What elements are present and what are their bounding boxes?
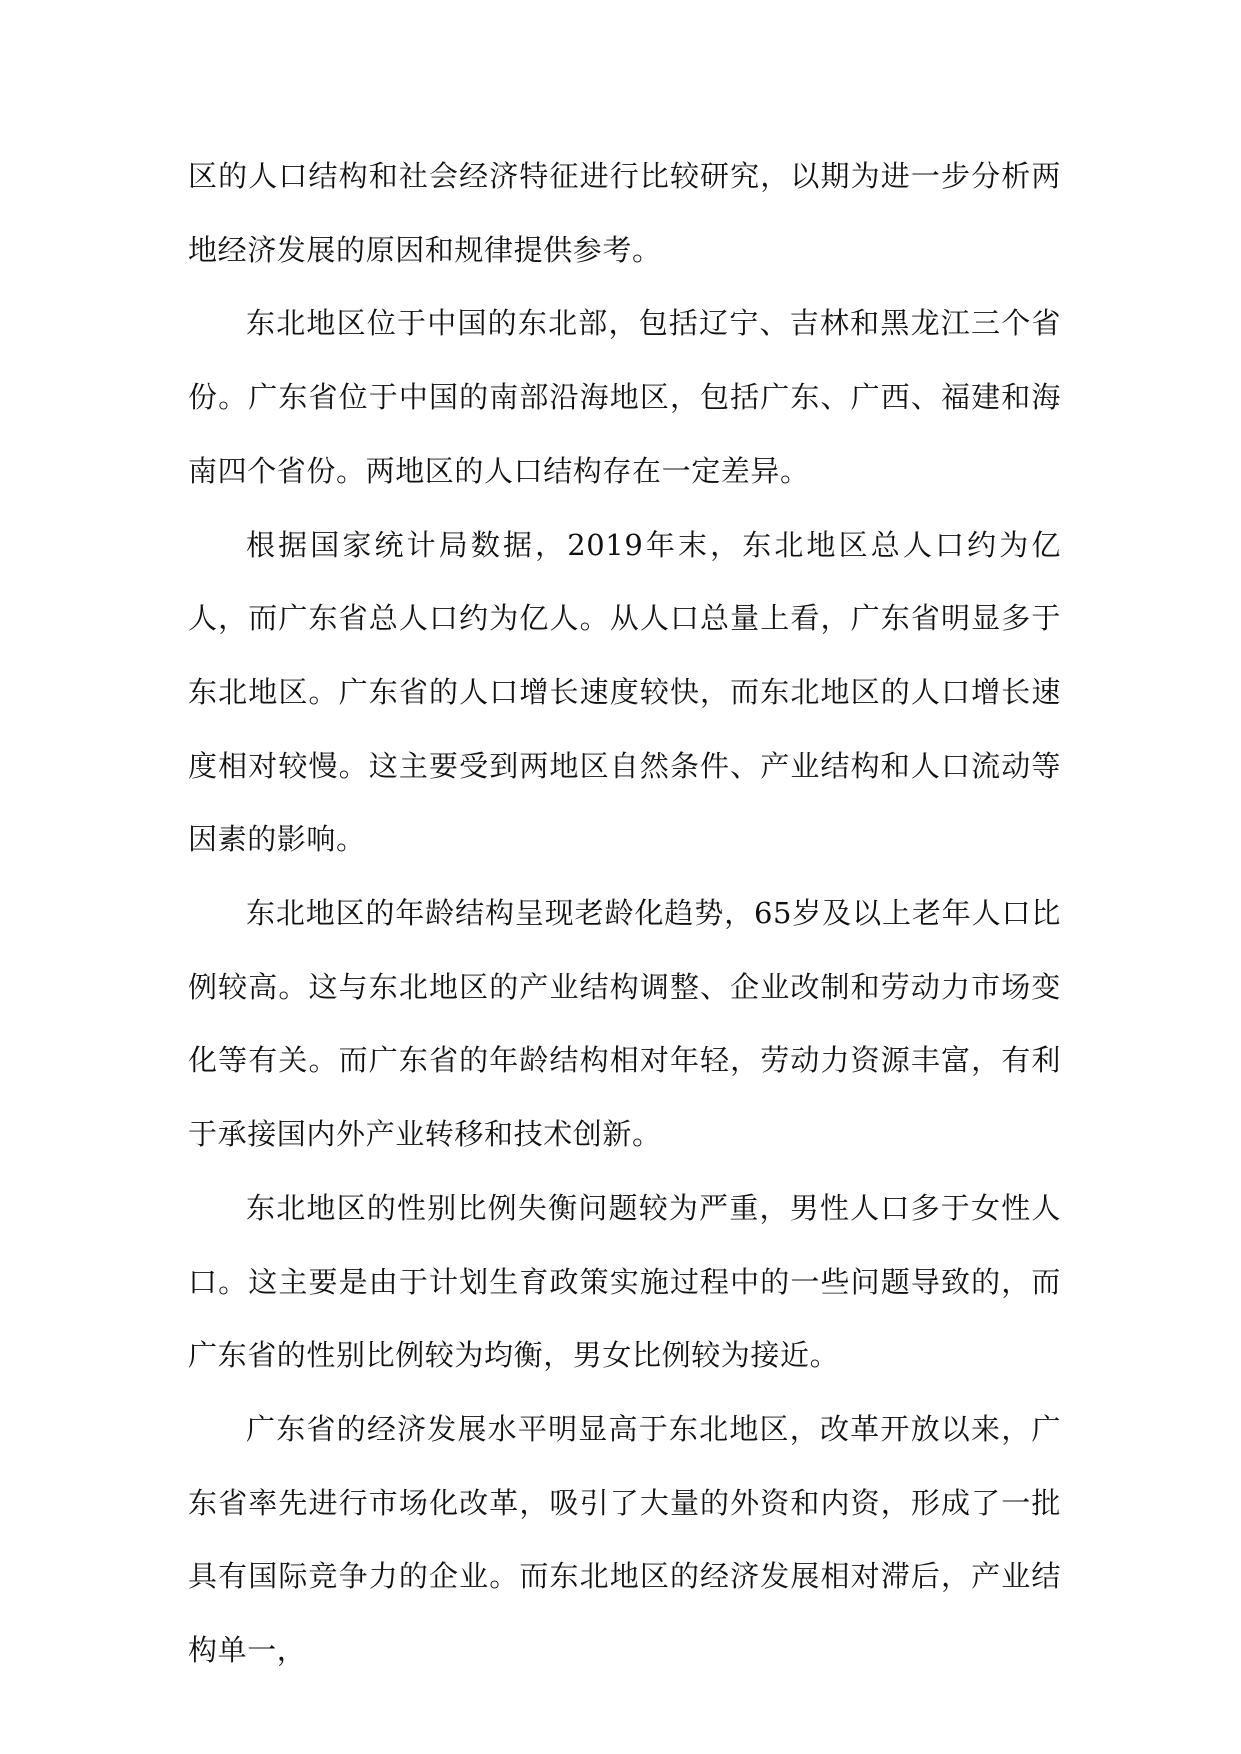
document-body (188, 140, 1061, 1688)
paragraph-regions: 东北地区位于中国的东北部，包括辽宁、吉林和黑龙江三个省份。广东省位于中国的南部沿海地区，包括广东、广西、福建和海南四个省份。两地区的人口结构存在一定差异。 (188, 306, 1061, 488)
paragraph-population-total: 根据国家统计局数据，2019年末，东北地区总人口约为亿人，而广东省总人口约为亿人。从人口总量上看，广东省明显多于东北地区。广东省的人口增长速度较快，而东北地区的人口增长速度相对较慢。这主要受到两地区自然条件、产业结构和人口流动等因素的影响。 (188, 527, 1061, 857)
paragraph-age-structure: 东北地区的年龄结构呈现老龄化趋势，65岁及以上老年人口比例较高。这与东北地区的产业结构调整、企业改制和劳动力市场变化等有关。而广东省的年龄结构相对年轻，劳动力资源丰富，有利于承接国内外产业转移和技术创新。 (188, 896, 1061, 1152)
paragraph-gender-ratio: 东北地区的性别比例失衡问题较为严重，男性人口多于女性人口。这主要是由于计划生育政策实施过程中的一些问题导致的，而广东省的性别比例较为均衡，男女比例较为接近。 (188, 1190, 1061, 1373)
paragraph-economic-development: 广东省的经济发展水平明显高于东北地区，改革开放以来，广东省率先进行市场化改革，吸引了大量的外资和内资，形成了一批具有国际竞争力的企业。而东北地区的经济发展相对滞后，产业结构单一， (188, 1411, 1061, 1668)
paragraph-continuation: 区的人口结构和社会经济特征进行比较研究，以期为进一步分析两地经济发展的原因和规律提供参考。 (188, 159, 1061, 267)
